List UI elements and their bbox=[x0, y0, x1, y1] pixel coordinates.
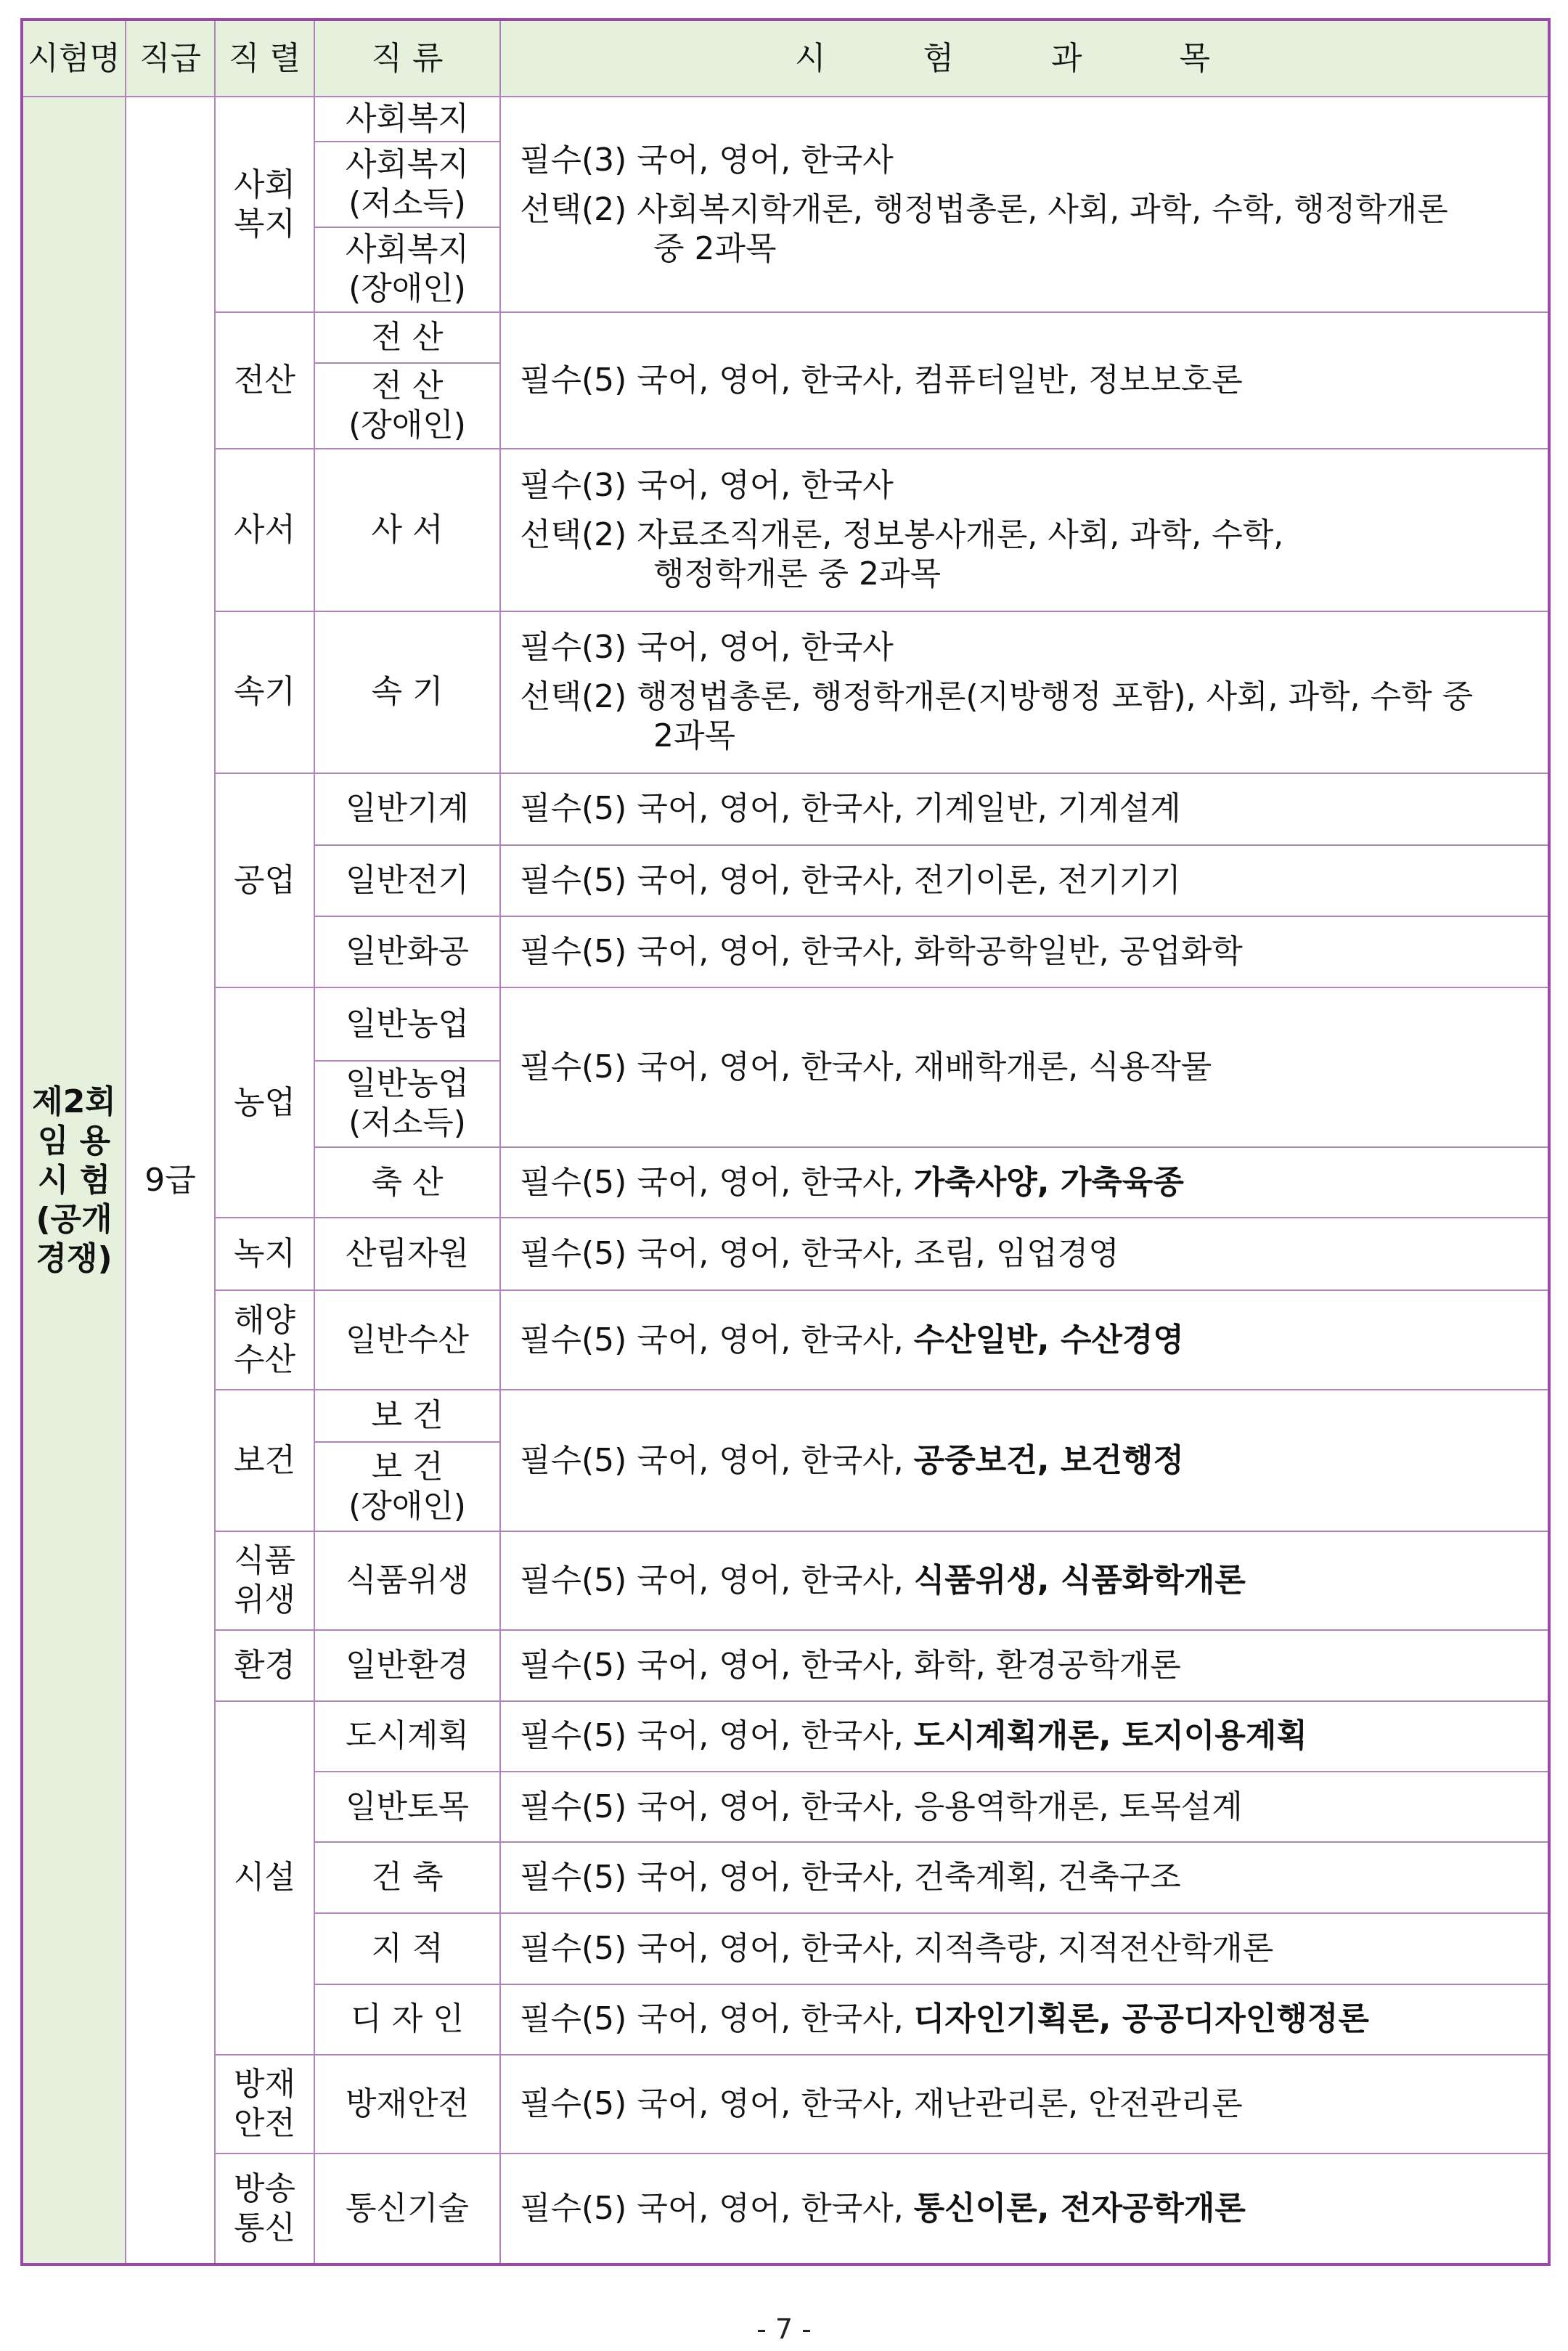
elective-subjects: 선택(2) 사회복지학개론, 행정법총론, 사회, 과학, 수학, 행정학개론 bbox=[520, 190, 1448, 228]
required-subjects: 필수(3) 국어, 영어, 한국사 bbox=[520, 629, 894, 667]
header-grade: 직급 bbox=[126, 20, 215, 97]
exam-name-cell bbox=[22, 97, 126, 2265]
category-civil: 일반토목 bbox=[314, 1772, 500, 1842]
series-industrial: 공업 bbox=[215, 773, 314, 988]
exam-name-line: 제2회 bbox=[32, 1083, 116, 1120]
elective-subjects: 선택(2) 행정법총론, 행정학개론(지방행정 포함), 사회, 과학, 수학 중 bbox=[520, 678, 1474, 716]
header-category: 직 류 bbox=[314, 20, 500, 97]
category-environment: 일반환경 bbox=[314, 1630, 500, 1701]
category-welfare-disabled: 사회복지 (장애인) bbox=[314, 227, 500, 312]
required-subjects: 필수(3) 국어, 영어, 한국사 bbox=[520, 467, 894, 505]
header-subjects: 시 험 과 목 bbox=[500, 20, 1549, 97]
subjects-librarian bbox=[500, 449, 1549, 611]
series-stenography: 속기 bbox=[215, 611, 314, 773]
required-subjects: 필수(3) 국어, 영어, 한국사 bbox=[520, 141, 894, 179]
series-broadcast: 방송 통신 bbox=[215, 2154, 314, 2265]
header-series: 직 렬 bbox=[215, 20, 314, 97]
exam-name-line: (공개 bbox=[36, 1200, 113, 1238]
series-fisheries: 해양 수산 bbox=[215, 1290, 314, 1389]
page-number: - 7 - bbox=[756, 2313, 812, 2345]
series-computing: 전산 bbox=[215, 312, 314, 449]
category-design: 디 자 인 bbox=[314, 1984, 500, 2055]
series-environment: 환경 bbox=[215, 1630, 314, 1701]
exam-name-line: 임 용 bbox=[37, 1122, 111, 1160]
subjects-chemical: 필수(5) 국어, 영어, 한국사, 화학공학일반, 공업화학 bbox=[500, 916, 1549, 987]
header-exam: 시험명 bbox=[22, 20, 126, 97]
category-broadcast: 통신기술 bbox=[314, 2154, 500, 2265]
category-livestock: 축 산 bbox=[314, 1147, 500, 1218]
subjects-forestry: 필수(5) 국어, 영어, 한국사, 조림, 임업경영 bbox=[500, 1218, 1549, 1290]
subjects-electrical: 필수(5) 국어, 영어, 한국사, 전기이론, 전기기기 bbox=[500, 845, 1549, 916]
series-health: 보건 bbox=[215, 1390, 314, 1531]
subjects-urban: 필수(5) 국어, 영어, 한국사, 도시계획개론, 토지이용계획 bbox=[500, 1701, 1549, 1772]
subjects-broadcast: 필수(5) 국어, 영어, 한국사, 통신이론, 전자공학개론 bbox=[500, 2154, 1549, 2265]
series-facility: 시설 bbox=[215, 1701, 314, 2055]
elective-subjects-cont: 행정학개론 중 2과목 bbox=[653, 555, 941, 593]
category-health: 보 건 bbox=[314, 1390, 500, 1442]
subjects-design: 필수(5) 국어, 영어, 한국사, 디자인기획론, 공공디자인행정론 bbox=[500, 1984, 1549, 2055]
elective-subjects-cont: 2과목 bbox=[653, 717, 736, 755]
elective-subjects: 선택(2) 자료조직개론, 정보봉사개론, 사회, 과학, 수학, bbox=[520, 516, 1284, 554]
category-food: 식품위생 bbox=[314, 1531, 500, 1629]
subjects-computing: 필수(5) 국어, 영어, 한국사, 컴퓨터일반, 정보보호론 bbox=[500, 312, 1549, 449]
series-disaster: 방재 안전 bbox=[215, 2055, 314, 2154]
subjects-health: 필수(5) 국어, 영어, 한국사, 공중보건, 보건행정 bbox=[500, 1390, 1549, 1531]
series-forestry: 녹지 bbox=[215, 1218, 314, 1290]
subjects-environment: 필수(5) 국어, 영어, 한국사, 화학, 환경공학개론 bbox=[500, 1630, 1549, 1701]
category-disaster: 방재안전 bbox=[314, 2055, 500, 2154]
subjects-welfare bbox=[500, 97, 1549, 312]
subjects-cadastral: 필수(5) 국어, 영어, 한국사, 지적측량, 지적전산학개론 bbox=[500, 1913, 1549, 1984]
category-forestry: 산림자원 bbox=[314, 1218, 500, 1290]
category-welfare: 사회복지 bbox=[314, 97, 500, 142]
subjects-architecture: 필수(5) 국어, 영어, 한국사, 건축계획, 건축구조 bbox=[500, 1842, 1549, 1912]
category-stenography: 속 기 bbox=[314, 611, 500, 773]
category-architecture: 건 축 bbox=[314, 1842, 500, 1912]
category-computing-disabled: 전 산 (장애인) bbox=[314, 363, 500, 449]
category-fisheries: 일반수산 bbox=[314, 1290, 500, 1389]
subjects-agriculture: 필수(5) 국어, 영어, 한국사, 재배학개론, 식용작물 bbox=[500, 987, 1549, 1147]
category-electrical: 일반전기 bbox=[314, 845, 500, 916]
subjects-civil: 필수(5) 국어, 영어, 한국사, 응용역학개론, 토목설계 bbox=[500, 1772, 1549, 1842]
category-cadastral: 지 적 bbox=[314, 1913, 500, 1984]
category-librarian: 사 서 bbox=[314, 449, 500, 611]
subjects-stenography bbox=[500, 611, 1549, 773]
header-row bbox=[22, 20, 1549, 97]
grade-cell: 9급 bbox=[126, 97, 215, 2265]
series-food: 식품 위생 bbox=[215, 1531, 314, 1629]
subjects-food: 필수(5) 국어, 영어, 한국사, 식품위생, 식품화학개론 bbox=[500, 1531, 1549, 1629]
subjects-livestock: 필수(5) 국어, 영어, 한국사, 가축사양, 가축육종 bbox=[500, 1147, 1549, 1218]
exam-subjects-table bbox=[20, 18, 1551, 2266]
subjects-mechanical: 필수(5) 국어, 영어, 한국사, 기계일반, 기계설계 bbox=[500, 773, 1549, 845]
series-agriculture: 농업 bbox=[215, 987, 314, 1218]
category-computing: 전 산 bbox=[314, 312, 500, 363]
category-urban: 도시계획 bbox=[314, 1701, 500, 1772]
exam-name-line: 시 험 bbox=[37, 1161, 111, 1199]
subjects-disaster: 필수(5) 국어, 영어, 한국사, 재난관리론, 안전관리론 bbox=[500, 2055, 1549, 2154]
subjects-fisheries: 필수(5) 국어, 영어, 한국사, 수산일반, 수산경영 bbox=[500, 1290, 1549, 1389]
category-agriculture-lowincome: 일반농업 (저소득) bbox=[314, 1061, 500, 1147]
category-welfare-lowincome: 사회복지 (저소득) bbox=[314, 142, 500, 227]
elective-subjects-cont: 중 2과목 bbox=[653, 229, 777, 267]
series-librarian: 사서 bbox=[215, 449, 314, 611]
exam-name-line: 경쟁) bbox=[36, 1239, 113, 1277]
category-chemical: 일반화공 bbox=[314, 916, 500, 987]
category-health-disabled: 보 건 (장애인) bbox=[314, 1442, 500, 1531]
series-welfare: 사회 복지 bbox=[215, 97, 314, 312]
category-agriculture: 일반농업 bbox=[314, 987, 500, 1060]
category-mechanical: 일반기계 bbox=[314, 773, 500, 845]
